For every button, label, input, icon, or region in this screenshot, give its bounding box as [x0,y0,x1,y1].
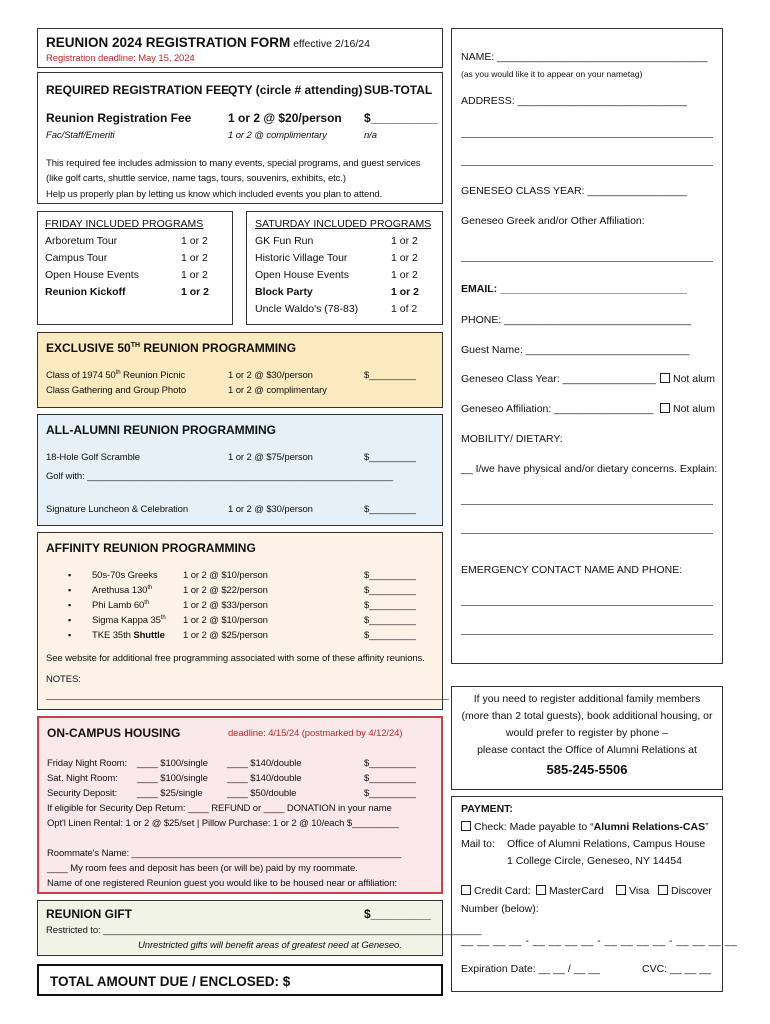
friday-item[interactable]: Open House Events 1 or 2 [45,269,208,281]
affinity-item-qty[interactable]: 1 or 2 @ $22/person [183,585,268,596]
bullet-icon: ▪ [68,615,72,625]
luncheon-qty[interactable]: 1 or 2 @ $30/person [228,504,313,515]
checkbox-icon[interactable] [660,373,670,383]
email-field[interactable]: EMAIL: ________________________________ [461,283,687,295]
info-line-3: would prefer to register by phone – [505,727,669,739]
bullet-icon: ▪ [68,585,72,595]
friday-title: FRIDAY INCLUDED PROGRAMS [45,218,204,230]
fee-note-2: (like golf carts, shuttle service, name tags, tours, souvenirs, exhibits, etc.) [46,173,346,184]
phone-field[interactable]: PHONE: ________________________________ [461,314,692,326]
registration-fee-qty[interactable]: 1 or 2 @ $20/person [228,111,342,125]
affinity-item-label: Sigma Kappa 35th [92,615,166,627]
saturday-programs-box [246,211,443,325]
saturday-item[interactable]: Uncle Waldo's (78-83) 1 of 2 [255,303,418,315]
checkbox-icon[interactable] [658,885,668,895]
emergency-line[interactable] [461,605,713,606]
header-box [37,28,443,68]
checkbox-icon[interactable] [616,885,626,895]
fee-note-1: This required fee includes admission to many events, special programs, and guest services [46,158,421,169]
affinity-item-qty[interactable]: 1 or 2 @ $33/person [183,600,268,611]
golf-subtotal[interactable]: $_________ [364,452,416,463]
affinity-item-subtotal[interactable]: $_________ [364,630,416,641]
col-fee-header: REQUIRED REGISTRATION FEE [46,83,230,97]
guest-affiliation-field[interactable]: Geneseo Affiliation: _________________ [461,403,654,415]
affinity-item-label: TKE 35th Shuttle [92,630,165,641]
credit-card-option[interactable]: Credit Card: [461,885,531,897]
golf-label: 18-Hole Golf Scramble [46,452,140,463]
total-box [37,964,443,996]
cvc-field[interactable]: CVC: __ __ __ [642,963,711,975]
saturday-item[interactable]: Block Party 1 or 2 [255,286,420,298]
fac-staff-qty[interactable]: 1 or 2 @ complimentary [228,130,327,141]
guest-class-year-field[interactable]: Geneseo Class Year: ________________ [461,373,656,385]
friday-room-subtotal[interactable]: $_________ [364,758,416,769]
guest-not-alum-checkbox[interactable]: Not alum [660,373,715,385]
mail-address-1: Office of Alumni Relations, Campus House [507,838,706,850]
title-text: REUNION 2024 REGISTRATION FORM [46,35,291,50]
saturday-item[interactable]: Historic Village Tour 1 or 2 [255,252,418,264]
housing-title: ON-CAMPUS HOUSING [47,726,181,740]
affinity-item-label: 50s-70s Greeks [92,570,158,581]
concerns-line[interactable] [461,504,713,505]
group-photo-qty[interactable]: 1 or 2 @ complimentary [228,385,327,396]
deposit-double[interactable]: ____ $50/double [227,788,297,799]
info-line-1: If you need to register additional family members [473,693,701,705]
friday-item[interactable]: Campus Tour 1 or 2 [45,252,208,264]
affinity-item-qty[interactable]: 1 or 2 @ $10/person [183,570,268,581]
gift-note: Unrestricted gifts will benefit areas of greatest need at Geneseo. [138,940,402,951]
affinity-item-qty[interactable]: 1 or 2 @ $25/person [183,630,268,641]
info-line-2: (more than 2 total guests), book additional housing, or [461,710,713,722]
golf-qty[interactable]: 1 or 2 @ $75/person [228,452,313,463]
friday-item[interactable]: Reunion Kickoff 1 or 2 [45,286,210,298]
affinity-title: AFFINITY REUNION PROGRAMMING [46,541,256,555]
concerns-field[interactable]: __ I/we have physical and/or dietary concerns. Explain: [461,463,718,475]
luncheon-label: Signature Luncheon & Celebration [46,504,189,515]
deposit-subtotal[interactable]: $_________ [364,788,416,799]
sat-room-single[interactable]: ____ $100/single [137,773,208,784]
sat-room-label: Sat. Night Room: [47,773,118,784]
mobility-label: MOBILITY/ DIETARY: [461,433,563,445]
emergency-line[interactable] [461,634,713,635]
affinity-item-subtotal[interactable]: $_________ [364,600,416,611]
checkbox-icon[interactable] [461,821,471,831]
gift-subtotal[interactable]: $_________ [364,907,431,921]
effective-date: effective 2/16/24 [293,38,370,50]
col-subtotal-header: SUB-TOTAL [364,83,433,97]
mastercard-option[interactable]: MasterCard [536,885,604,897]
checkbox-icon[interactable] [660,403,670,413]
col-qty-header: QTY (circle # attending) [228,83,363,97]
golf-with-field[interactable]: Golf with: ___________________________________________________________ [46,471,393,482]
expiration-field[interactable]: Expiration Date: __ __ / __ __ [461,963,600,975]
friday-item[interactable]: Arboretum Tour 1 or 2 [45,235,208,247]
card-number-field[interactable]: __ __ __ __ - __ __ __ __ - __ __ __ __ - __ __ __ __ [461,935,738,947]
total-label[interactable]: TOTAL AMOUNT DUE / ENCLOSED: $ [50,974,291,989]
deposit-single[interactable]: ____ $25/single [137,788,203,799]
saturday-item[interactable]: GK Fun Run 1 or 2 [255,235,418,247]
friday-programs-box [37,211,233,325]
luncheon-subtotal[interactable]: $_________ [364,504,416,515]
affinity-item-qty[interactable]: 1 or 2 @ $10/person [183,615,268,626]
sat-room-subtotal[interactable]: $_________ [364,773,416,784]
name-field[interactable]: NAME: ____________________________________ [461,51,708,63]
all-alumni-box [37,414,443,526]
bullet-icon: ▪ [68,570,72,580]
deposit-return[interactable]: If eligible for Security Dep Return: ____ REFUND or ____ DONATION in your name [47,803,392,814]
mail-address-2: 1 College Circle, Geneseo, NY 14454 [507,855,682,867]
all-alumni-title: ALL-ALUMNI REUNION PROGRAMMING [46,423,276,437]
deposit-label: Security Deposit: [47,788,118,799]
fac-staff-subtotal: n/a [364,130,377,141]
friday-room-single[interactable]: ____ $100/single [137,758,208,769]
form-title [46,35,370,50]
info-box [451,686,723,790]
roommate-name-field[interactable]: Roommate's Name: ____________________________________________________ [47,848,402,859]
affinity-website-note: See website for additional free programming associated with some of these affinity reunions. [46,653,425,664]
saturday-title: SATURDAY INCLUDED PROGRAMS [255,218,432,230]
roommate-paid[interactable]: ____ My room fees and deposit has been (or will be) paid by my roommate. [47,863,358,874]
discover-option[interactable]: Discover [658,885,712,897]
address-line[interactable] [461,137,713,138]
housed-near[interactable]: Name of one registered Reunion guest you would like to be housed near or affiliation: [47,878,397,889]
name-note: (as you would like it to appear on your nametag) [461,69,643,79]
fac-staff-label: Fac/Staff/Emeriti [46,130,115,141]
required-fee-box [37,72,443,204]
card-number-label: Number (below): [461,903,539,915]
picnic-qty[interactable]: 1 or 2 @ $30/person [228,370,313,381]
payment-box [451,796,738,992]
checkbox-icon[interactable] [536,885,546,895]
saturday-item[interactable]: Open House Events 1 or 2 [255,269,418,281]
friday-room-double[interactable]: ____ $140/double [227,758,302,769]
affinity-item-label: Phi Lamb 60th [92,600,150,612]
registration-fee-subtotal[interactable]: $__________ [364,111,438,125]
visa-option[interactable]: Visa [616,885,649,897]
affinity-item-subtotal[interactable]: $_________ [364,570,416,581]
guest-name-field[interactable]: Guest Name: ____________________________ [461,344,690,356]
registration-fee-label: Reunion Registration Fee [46,111,192,125]
linen-rental[interactable]: Opt'l Linen Rental: 1 or 2 @ $25/set | Pillow Purchase: 1 or 2 @ 10/each $_________ [47,818,399,829]
checkbox-icon[interactable] [461,885,471,895]
gift-restricted-field[interactable]: Restricted to: _________________________________________________________________________ [46,925,482,936]
greek-affiliation-label: Geneseo Greek and/or Other Affiliation: [461,215,645,227]
contact-box [451,28,723,664]
sat-room-double[interactable]: ____ $140/double [227,773,302,784]
exclusive-title: EXCLUSIVE 50TH REUNION PROGRAMMING [46,341,297,355]
fee-note-3: Help us properly plan by letting us know which included events you plan to attend. [46,189,383,200]
gift-title: REUNION GIFT [46,907,132,921]
check-option[interactable]: Check: Made payable to “Alumni Relations-CAS” [461,821,709,833]
affiliation-not-alum-checkbox[interactable]: Not alum [660,403,715,415]
affinity-item-subtotal[interactable]: $_________ [364,615,416,626]
notes-label: NOTES: [46,674,81,685]
mail-to-label: Mail to: [461,838,495,850]
address-line[interactable] [461,165,713,166]
payment-title: PAYMENT: [461,803,513,815]
affinity-box [37,532,449,710]
housing-box [37,716,443,894]
friday-room-label: Friday Night Room: [47,758,128,769]
emergency-contact-label: EMERGENCY CONTACT NAME AND PHONE: [461,564,683,576]
bullet-icon: ▪ [68,630,72,640]
affinity-item-label: Arethusa 130th [92,585,153,597]
info-line-4: please contact the Office of Alumni Relations at [477,744,697,756]
housing-deadline: deadline: 4/15/24 (postmarked by 4/12/24) [228,728,403,739]
affinity-item-subtotal[interactable]: $_________ [364,585,416,596]
notes-field[interactable]: _______________________________________________________________________________________ [46,690,449,700]
gift-box [37,900,482,956]
concerns-line[interactable] [461,533,713,534]
picnic-subtotal[interactable]: $_________ [364,370,416,381]
exclusive-50th-box [37,332,443,408]
address-field[interactable]: ADDRESS: _____________________________ [461,95,687,107]
bullet-icon: ▪ [68,600,72,610]
group-photo-label: Class Gathering and Group Photo [46,385,187,396]
alumni-phone: 585-245-5506 [546,762,628,777]
registration-deadline: Registration deadline: May 15, 2024 [46,53,195,64]
greek-affiliation-line[interactable] [461,261,713,262]
class-year-field[interactable]: GENESEO CLASS YEAR: _________________ [461,185,687,197]
picnic-label: Class of 1974 50th Reunion Picnic [46,370,186,382]
